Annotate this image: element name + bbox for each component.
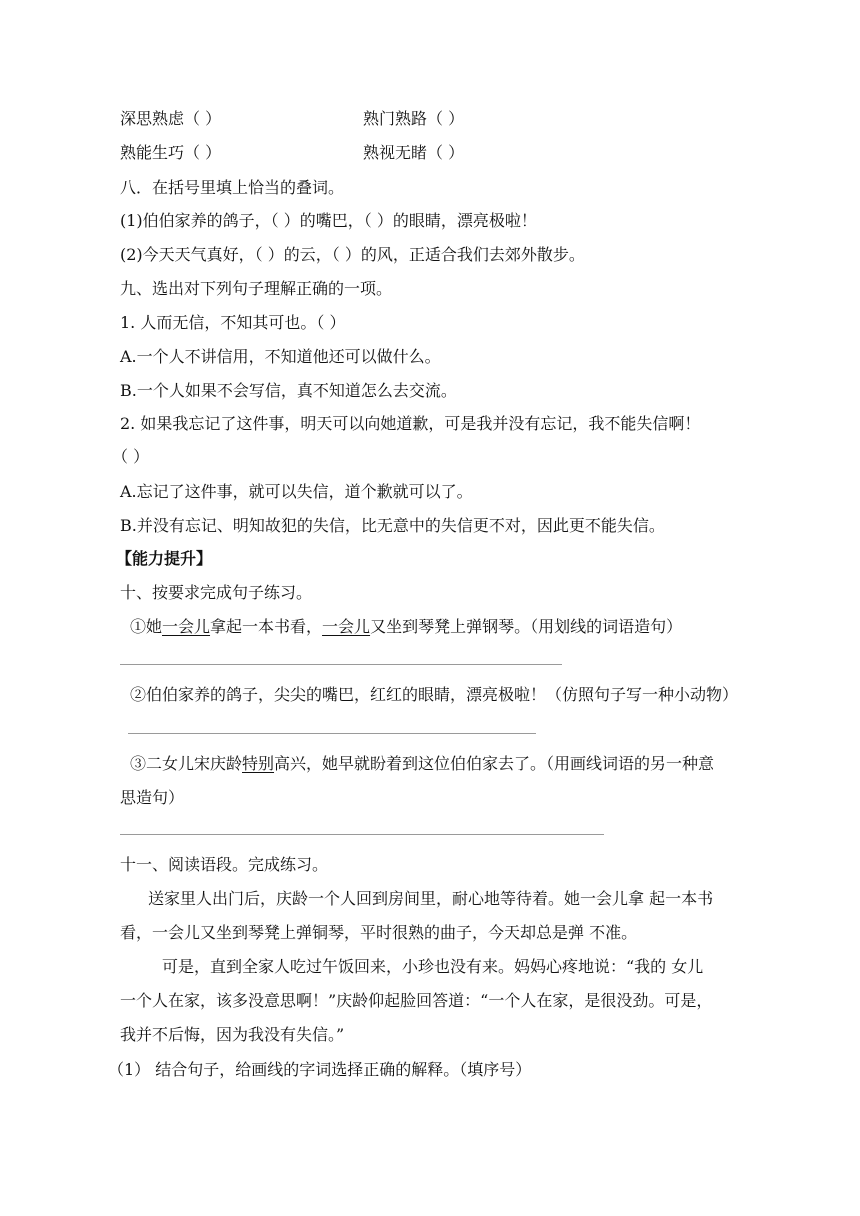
q3-text-end: 高兴，她早就盼着到这位伯伯家去了。（用画线词语的另一种意 xyxy=(274,754,715,773)
underlined-word: 一会儿 xyxy=(322,617,371,636)
passage-p2-line1: 可是，直到全家人吃过午饭回来，小珍也没有来。妈妈心疼地说：“我的 女儿 xyxy=(162,957,704,976)
underlined-word: 特别 xyxy=(242,754,275,773)
section-10-title: 十、按要求完成句子练习。 xyxy=(120,583,313,602)
section-8-q2: (2)今天天气真好，（ ）的云，（ ）的风，正适合我们去郊外散步。 xyxy=(120,245,585,264)
section-9-q1-option-a: A.一个人不讲信用，不知道他还可以做什么。 xyxy=(120,347,441,366)
section-9-q2-option-b: B.并没有忘记、明知故犯的失信，比无意中的失信更不对，因此更不能失信。 xyxy=(120,516,665,535)
q3-text-start: ③二女儿宋庆龄 xyxy=(130,754,243,773)
section-9-q2-answer-paren: （ ） xyxy=(112,447,150,466)
passage-p1-line1: 送家里人出门后，庆龄一个人回到房间里，耐心地等待着。她一会儿拿 起一本书 xyxy=(148,889,714,908)
answer-line-3[interactable] xyxy=(120,834,604,835)
underlined-word: 一会儿 xyxy=(162,617,211,636)
section-10-q3 xyxy=(130,753,714,775)
section-9-q1-option-b: B.一个人如果不会写信，真不知道怎么去交流。 xyxy=(120,381,457,400)
q1-text-middle: 拿起一本书看， xyxy=(210,617,323,636)
q1-text-end: 又坐到琴凳上弹钢琴。（用划线的词语造句） xyxy=(370,617,683,636)
section-11-q1: （1） 结合句子，给画线的字词选择正确的解释。（填序号） xyxy=(108,1060,532,1079)
idiom-4: 熟视无睹（ ） xyxy=(363,143,465,162)
section-9-q1: 1. 人而无信，不知其可也。（ ） xyxy=(120,313,346,332)
section-10-q1 xyxy=(130,616,682,638)
section-9-q2-option-a: A.忘记了这件事，就可以失信，道个歉就可以了。 xyxy=(120,482,473,501)
passage-p2-line3: 我并不后悔，因为我没有失信。” xyxy=(120,1025,345,1044)
idiom-3: 熟能生巧（ ） xyxy=(120,143,222,162)
section-10-q2: ②伯伯家养的鸽子，尖尖的嘴巴，红红的眼睛，漂亮极啦！（仿照句子写一种小动物） xyxy=(130,685,739,704)
section-8-title: 八．在括号里填上恰当的叠词。 xyxy=(120,178,345,197)
section-10-q3-cont: 思造句） xyxy=(120,788,185,807)
idiom-1: 深思熟虑（ ） xyxy=(120,109,222,128)
answer-line-1[interactable] xyxy=(120,664,562,665)
answer-line-2[interactable] xyxy=(128,733,536,734)
ability-heading: 【能力提升】 xyxy=(116,549,213,568)
passage-p2-line2: 一个人在家，该多没意思啊！”庆龄仰起脸回答道：“一个人在家，是很没劲。可是， xyxy=(120,991,713,1010)
idiom-2: 熟门熟路（ ） xyxy=(363,109,465,128)
passage-p1-line2: 看，一会儿又坐到琴凳上弹铜琴，平时很熟的曲子，今天却总是弹 不准。 xyxy=(120,923,638,942)
section-9-q2: 2. 如果我忘记了这件事，明天可以向她道歉，可是我并没有忘记，我不能失信啊！ xyxy=(120,414,701,433)
section-8-q1: (1)伯伯家养的鸽子，（ ）的嘴巴，（ ）的眼睛，漂亮极啦！ xyxy=(120,211,537,230)
section-9-title: 九、选出对下列句子理解正确的一项。 xyxy=(120,279,393,298)
section-11-title: 十一、阅读语段。完成练习。 xyxy=(120,855,329,874)
q1-text-start: ①她 xyxy=(130,617,163,636)
